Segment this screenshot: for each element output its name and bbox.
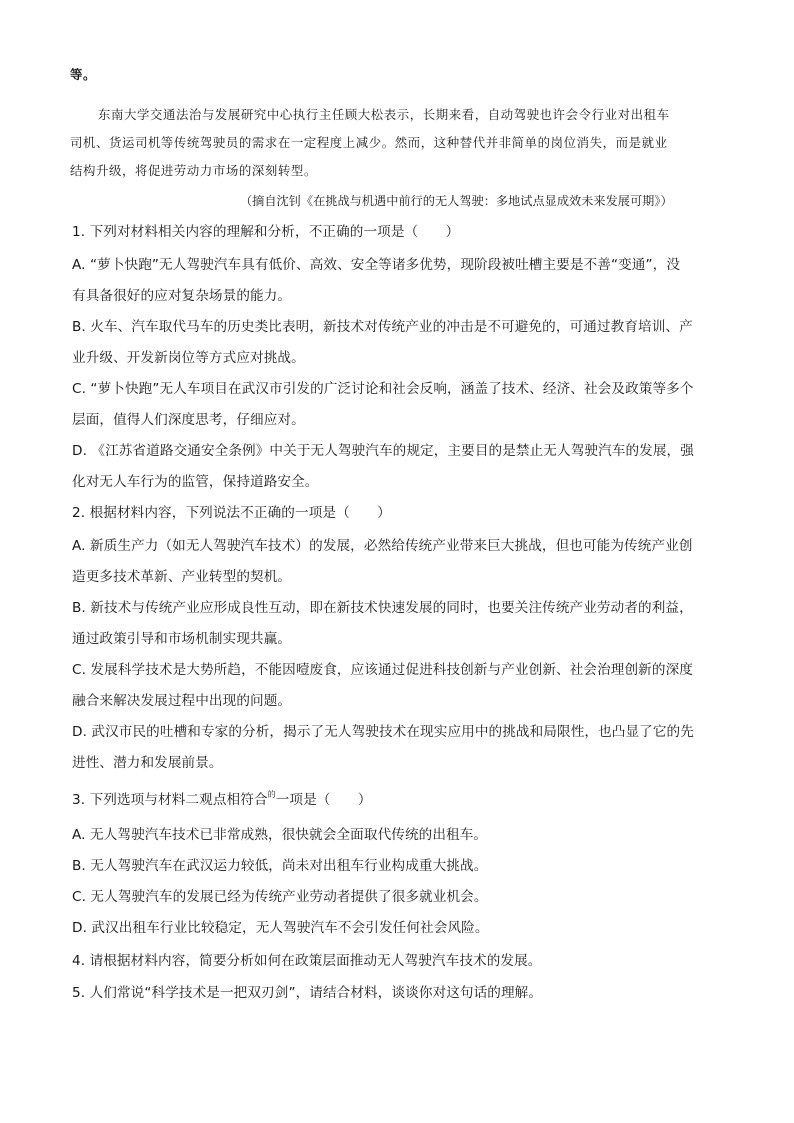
passage-paragraph-line: 东南大学交通法治与发展研究中心执行主任顾大松表示，长期来看，自动驾驶也许会令行业对出租车 (98, 107, 670, 122)
question-2-option-b-line2: 通过政策引导和市场机制实现共赢。 (72, 631, 292, 647)
question-4-stem: 4. 请根据材料内容，简要分析如何在政策层面推动无人驾驶汽车技术的发展。 (72, 953, 542, 969)
question-3-option-c: C. 无人驾驶汽车的发展已经为传统产业劳动者提供了很多就业机会。 (72, 889, 488, 905)
question-1-option-c-line1: C. “萝卜快跑”无人车项目在武汉市引发的广泛讨论和社会反响，涵盖了技术、经济、社会及政策等多个 (72, 381, 694, 397)
question-1-stem: 1. 下列对材料相关内容的理解和分析，不正确的一项是（ ） (72, 224, 460, 240)
question-2-option-d-line2: 进性、潜力和发展前景。 (72, 755, 223, 771)
question-3-option-d: D. 武汉出租车行业比较稳定，无人驾驶汽车不会引发任何社会风险。 (72, 920, 489, 936)
question-2-option-b-line1: B. 新技术与传统产业应形成良性互动，即在新技术快速发展的同时，也要关注传统产业劳动者的利益， (72, 600, 693, 616)
question-2-option-a-line2: 造更多技术革新、产业转型的契机。 (72, 569, 292, 585)
passage-citation: （摘自沈钊《在挑战与机遇中前行的无人驾驶：多地试点显成效未来发展可期》） (240, 194, 673, 208)
passage-paragraph-line: 结构升级，将促进劳动力市场的深刻转型。 (70, 163, 317, 178)
question-2-option-c-line2: 融合来解决发展过程中出现的问题。 (72, 693, 292, 709)
question-3-stem (72, 791, 372, 811)
passage-paragraph-line: 司机、货运司机等传统驾驶员的需求在一定程度上减少。然而，这种替代并非简单的岗位消失，而是就业 (70, 135, 668, 150)
question-3-option-a: A. 无人驾驶汽车技术已非常成熟，很快就会全面取代传统的出租车。 (72, 827, 488, 843)
question-1-option-a-line1: A. “萝卜快跑”无人驾驶汽车具有低价、高效、安全等诸多优势，现阶段被吐槽主要是不善“变通”，没 (72, 257, 681, 273)
passage-fragment: 等。 (70, 67, 96, 82)
question-3-option-b: B. 无人驾驶汽车在武汉运力较低，尚未对出租车行业构成重大挑战。 (72, 858, 488, 874)
question-2-option-d-line1: D. 武汉市民的吐槽和专家的分析，揭示了无人驾驶技术在现实应用中的挑战和局限性，也凸显了它的先 (72, 724, 694, 740)
question-1-option-c-line2: 层面，值得人们深度思考，仔细应对。 (72, 412, 305, 428)
question-3-stem-part-a: 3. 下列选项与材料二观点相符合 (72, 792, 268, 808)
question-1-option-b-line1: B. 火车、汽车取代马车的历史类比表明，新技术对传统产业的冲击是不可避免的，可通过教育培训、产 (72, 319, 693, 335)
question-1-option-a-line2: 有具备很好的应对复杂场景的能力。 (72, 288, 292, 304)
question-1-option-d-line1: D. 《江苏省道路交通安全条例》中关于无人驾驶汽车的规定，主要目的是禁止无人驾驶汽车的发展，强 (72, 443, 694, 459)
question-2-stem: 2. 根据材料内容，下列说法不正确的一项是（ ） (72, 505, 391, 521)
question-2-option-a-line1: A. 新质生产力（如无人驾驶汽车技术）的发展，必然给传统产业带来巨大挑战，但也可能为传统产业创 (72, 538, 693, 554)
question-2-option-c-line1: C. 发展科学技术是大势所趋，不能因噎废食，应该通过促进科技创新与产业创新、社会治理创新的深度 (72, 662, 693, 678)
question-5-stem: 5. 人们常说“科学技术是一把双刃剑”，请结合材料，谈谈你对这句话的理解。 (72, 985, 543, 1001)
question-1-option-b-line2: 业升级、开发新岗位等方式应对挑战。 (72, 350, 305, 366)
question-3-stem-ruby: 的 (267, 790, 276, 799)
question-1-option-d-line2: 化对无人车行为的监管，保持道路安全。 (72, 474, 319, 490)
question-3-stem-part-b: 一项是（ ） (275, 792, 372, 808)
